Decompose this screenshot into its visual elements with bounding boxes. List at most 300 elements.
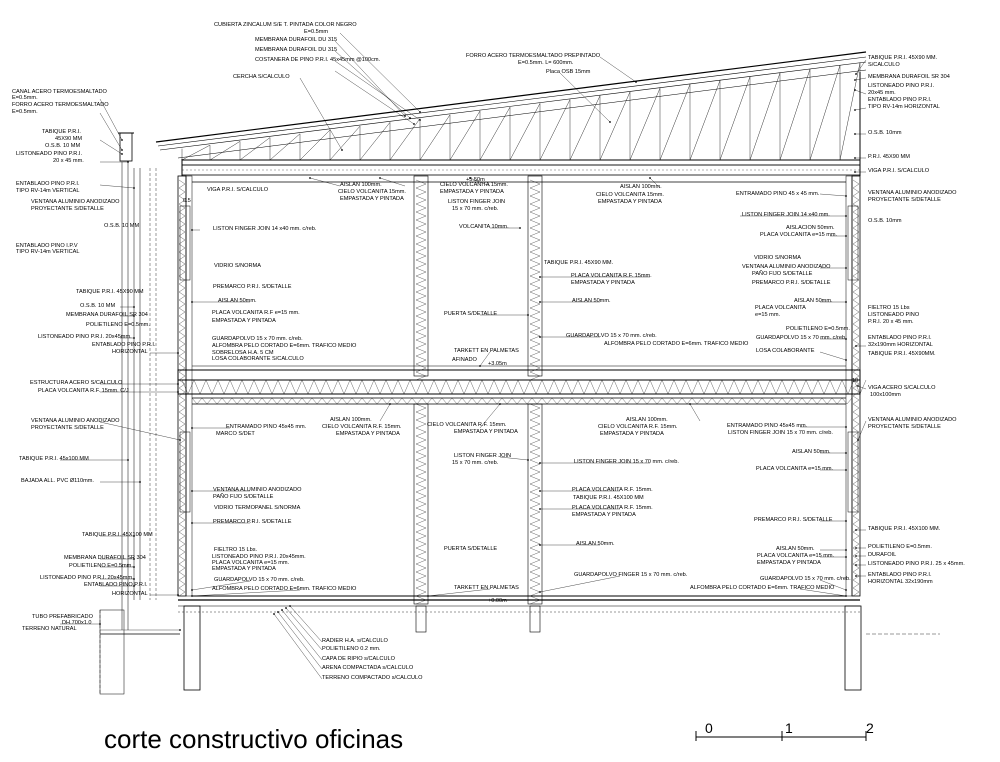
- drawing-line: [416, 244, 426, 248]
- annotation-label: E=0.5mm.: [12, 95, 38, 101]
- drawing-line: [788, 380, 794, 394]
- drawing-line: [542, 380, 548, 394]
- drawing-line: [530, 464, 540, 468]
- drawing-line: [337, 398, 342, 404]
- drawing-line: [557, 398, 562, 404]
- leader-dot: [857, 439, 859, 441]
- drawing-rect: [120, 133, 132, 161]
- drawing-line: [368, 380, 374, 394]
- annotation-label: 10: [852, 378, 859, 384]
- annotation-label: ENTABLADO PINO P.R.I.: [16, 181, 80, 187]
- drawing-line: [382, 398, 387, 404]
- annotation-label: Placa OSB 15mm: [546, 69, 591, 75]
- drawing-line: [698, 380, 704, 394]
- drawing-line: [417, 398, 422, 404]
- drawing-line: [530, 440, 540, 444]
- drawing-line: [416, 256, 426, 260]
- drawing-line: [416, 284, 426, 288]
- drawing-line: [447, 398, 452, 404]
- drawing-line: [410, 380, 416, 394]
- drawing-line: [637, 398, 642, 404]
- drawing-line: [740, 380, 746, 394]
- drawing-line: [292, 398, 297, 404]
- leader-dot: [177, 383, 179, 385]
- annotation-label: O.S.B. 10 MM: [104, 223, 140, 229]
- drawing-line: [416, 524, 426, 528]
- drawing-line: [372, 398, 377, 404]
- drawing-line: [416, 472, 426, 476]
- drawing-line: [352, 398, 357, 404]
- drawing-line: [548, 380, 554, 394]
- drawing-line: [179, 320, 185, 324]
- drawing-line: [530, 536, 540, 540]
- leader-dot: [855, 529, 857, 531]
- drawing-line: [416, 296, 426, 300]
- leader-dot: [649, 177, 651, 179]
- drawing-line: [596, 380, 602, 394]
- drawing-line: [332, 398, 337, 404]
- drawing-line: [530, 184, 540, 188]
- drawing-line: [272, 398, 277, 404]
- drawing-line: [530, 448, 540, 452]
- drawing-line: [179, 572, 185, 576]
- drawing-line: [530, 324, 540, 328]
- drawing-line: [772, 398, 777, 404]
- drawing-line: [482, 398, 487, 404]
- drawing-line: [179, 348, 185, 352]
- leader-dot: [855, 555, 857, 557]
- drawing-line: [632, 380, 638, 394]
- drawing-line: [420, 115, 450, 160]
- drawing-line: [530, 356, 540, 360]
- annotation-label: P.R.I. 20 x 45 mm.: [868, 319, 914, 325]
- leader-dot: [845, 195, 847, 197]
- annotation-label: LOSA COLABORANTE: [756, 348, 815, 354]
- drawing-line: [530, 332, 540, 336]
- drawing-line: [452, 398, 457, 404]
- drawing-line: [530, 236, 540, 240]
- drawing-line: [179, 376, 185, 380]
- drawing-line: [179, 328, 185, 332]
- drawing-line: [532, 398, 537, 404]
- drawing-line: [202, 398, 207, 404]
- drawing-line: [530, 496, 540, 500]
- leader-dot: [845, 215, 847, 217]
- drawing-line: [750, 73, 780, 160]
- leader-dot: [845, 549, 847, 551]
- annotation-label: AISLAN 50mm.: [792, 449, 831, 455]
- drawing-line: [512, 398, 517, 404]
- drawing-line: [530, 488, 540, 492]
- drawing-line: [217, 398, 222, 404]
- annotation-label: TIPO RV-14m VERTICAL: [16, 188, 80, 194]
- drawing-line: [179, 388, 185, 392]
- drawing-line: [530, 476, 540, 480]
- annotation-label: PLACA VOLCANITA e=15 mm.: [757, 553, 835, 559]
- leader-dot: [127, 161, 129, 163]
- leader-dot: [855, 547, 857, 549]
- annotation-label: CANAL ACERO TERMOESMALTADO: [12, 89, 107, 95]
- drawing-line: [416, 480, 426, 484]
- scale-bar: [696, 720, 874, 741]
- annotation-label: CIELO VOLCANITA 15mm.: [440, 182, 508, 188]
- drawing-line: [530, 344, 540, 348]
- drawing-line: [540, 100, 570, 160]
- drawing-line: [416, 568, 426, 572]
- annotation-label: S/CALCULO: [868, 62, 900, 68]
- drawing-line: [284, 380, 290, 394]
- scale-label-2: 2: [866, 720, 874, 736]
- drawing-line: [853, 192, 859, 196]
- drawing-line: [780, 69, 810, 160]
- drawing-line: [500, 380, 506, 394]
- drawing-line: [179, 412, 185, 416]
- drawing-line: [853, 188, 859, 192]
- drawing-line: [326, 380, 332, 394]
- drawing-line: [416, 292, 426, 296]
- drawing-line: [416, 408, 426, 412]
- annotation-label: PREMARCO P.R.I. S/DETALLE: [213, 284, 292, 290]
- drawing-line: [442, 398, 447, 404]
- annotation-label: ESTRUCTURA ACERO S/CALCULO: [30, 380, 123, 386]
- drawing-line: [342, 398, 347, 404]
- drawing-line: [662, 398, 667, 404]
- drawing-line: [477, 398, 482, 404]
- drawing-line: [179, 356, 185, 360]
- drawing-line: [522, 398, 527, 404]
- leader-dot: [845, 469, 847, 471]
- leader-dot: [409, 117, 411, 119]
- drawing-line: [530, 360, 540, 364]
- drawing-line: [530, 348, 540, 352]
- drawing-line: [404, 380, 410, 394]
- drawing-line: [480, 107, 510, 160]
- drawing-line: [597, 398, 602, 404]
- drawing-line: [179, 524, 185, 528]
- drawing-line: [853, 360, 859, 364]
- drawing-line: [752, 398, 757, 404]
- annotation-label: TUBO PREFABRICADO: [32, 614, 93, 620]
- drawing-line: [179, 292, 185, 296]
- drawing-line: [416, 520, 426, 524]
- drawing-line: [416, 540, 426, 544]
- drawing-line: [853, 352, 859, 356]
- drawing-line: [416, 276, 426, 280]
- drawing-line: [374, 380, 380, 394]
- annotation-label: GUARDAPOLVO 15 x 70 mm. c/reb.: [566, 333, 657, 339]
- drawing-line: [179, 352, 185, 356]
- drawing-line: [627, 398, 632, 404]
- drawing-line: [853, 364, 859, 368]
- leader-dot: [133, 566, 135, 568]
- drawing-line: [702, 398, 707, 404]
- drawing-line: [530, 428, 540, 432]
- drawing-line: [530, 560, 540, 564]
- annotation-label: PREMARCO P.R.I. S/DETALLE: [752, 280, 831, 286]
- drawing-line: [797, 398, 802, 404]
- drawing-line: [720, 77, 750, 160]
- annotation-label: e=15 mm.: [755, 312, 781, 318]
- drawing-line: [314, 380, 320, 394]
- drawing-line: [179, 396, 185, 400]
- drawing-line: [652, 398, 657, 404]
- leader-dot: [419, 111, 421, 113]
- annotation-label: TABIQUE P.R.I. 45X100 MM: [573, 495, 644, 501]
- annotation-label: CERCHA S/CALCULO: [233, 74, 290, 80]
- drawing-line: [207, 398, 212, 404]
- drawing-line: [446, 380, 452, 394]
- annotation-label: AISLAN 100mm.: [620, 184, 662, 190]
- annotation-label: TIPO RV-14m HORIZONTAL: [868, 104, 940, 110]
- drawing-line: [758, 380, 764, 394]
- annotation-label: CAPA DE RIPIO s/CALCULO: [322, 656, 395, 662]
- annotation-label: LISTONEADO PINO P.R.I.: [868, 83, 935, 89]
- drawing-line: [530, 196, 540, 200]
- leader-dot: [191, 229, 193, 231]
- drawing-line: [416, 228, 426, 232]
- drawing-line: [853, 592, 859, 596]
- drawing-title: corte constructivo oficinas: [104, 724, 404, 754]
- annotation-label: PLACA VOLCANITA R.F. 15mm.: [571, 273, 652, 279]
- drawing-line: [710, 380, 716, 394]
- drawing-line: [416, 340, 426, 344]
- drawing-line: [416, 556, 426, 560]
- drawing-line: [530, 228, 540, 232]
- annotation-label: EMPASTADA Y PINTADA: [212, 566, 276, 572]
- drawing-line: [179, 284, 185, 288]
- drawing-line: [179, 308, 185, 312]
- leader-dot: [404, 115, 406, 117]
- leader-dot: [277, 611, 279, 613]
- drawing-line: [416, 380, 422, 394]
- drawing-line: [737, 398, 742, 404]
- drawing-line: [416, 592, 426, 596]
- annotation-label: VENTANA ALUMINIO ANODIZADO: [213, 487, 302, 493]
- drawing-line: [530, 208, 540, 212]
- drawing-line: [412, 398, 417, 404]
- drawing-line: [722, 398, 727, 404]
- drawing-line: [416, 576, 426, 580]
- drawing-line: [416, 188, 426, 192]
- drawing-line: [467, 398, 472, 404]
- drawing-line: [667, 398, 672, 404]
- annotation-label: 32x190mm HORIZONTAL: [868, 342, 933, 348]
- drawing-line: [607, 398, 612, 404]
- drawing-line: [602, 380, 608, 394]
- drawing-line: [179, 184, 185, 188]
- leader-dot: [539, 462, 541, 464]
- drawing-line: [712, 398, 717, 404]
- leader-dot: [609, 121, 611, 123]
- drawing-rect: [178, 370, 860, 380]
- drawing-line: [179, 332, 185, 336]
- drawing-line: [367, 398, 372, 404]
- leader-dot: [845, 452, 847, 454]
- annotation-label: PROYECTANTE S/DETALLE: [31, 206, 104, 212]
- drawing-line: [340, 33, 420, 112]
- drawing-line: [428, 380, 434, 394]
- drawing-line: [853, 288, 859, 292]
- drawing-line: [530, 328, 540, 332]
- drawing-line: [792, 398, 797, 404]
- drawing-line: [853, 520, 859, 524]
- drawing-line: [853, 328, 859, 332]
- annotation-label: LOSA COLABORANTE S/CALCULO: [212, 356, 304, 362]
- drawing-rect: [848, 206, 858, 280]
- drawing-line: [530, 284, 540, 288]
- drawing-line: [853, 296, 859, 300]
- annotation-label: LISTONEADO PINO: [868, 312, 920, 318]
- drawing-line: [530, 316, 540, 320]
- drawing-line: [357, 398, 362, 404]
- drawing-line: [416, 208, 426, 212]
- annotation-label: PLACA VOLCANITA e=15 mm.: [760, 232, 838, 238]
- annotation-label: DURAFOIL: [868, 552, 897, 558]
- drawing-line: [530, 188, 540, 192]
- annotation-label: ALFOMBRA PELO CORTADO E=6mm. TRAFICO MEDIO: [212, 343, 357, 349]
- leader-dot: [379, 177, 381, 179]
- drawing-line: [687, 398, 692, 404]
- drawing-line: [853, 416, 859, 420]
- drawing-line: [853, 424, 859, 428]
- drawing-line: [782, 380, 788, 394]
- leader-dot: [845, 359, 847, 361]
- drawing-line: [416, 268, 426, 272]
- section-geometry: [100, 52, 940, 694]
- annotation-label: ENTABLADO PINO P.R.I.: [868, 335, 932, 341]
- annotation-label: BAJADA ALL. PVC Ø110mm.: [21, 478, 94, 484]
- drawing-line: [530, 192, 540, 196]
- drawing-line: [697, 398, 702, 404]
- drawing-line: [197, 398, 202, 404]
- drawing-line: [530, 452, 540, 456]
- drawing-line: [853, 324, 859, 328]
- annotation-label: ENTRAMADO PINO 45x45 mm.: [727, 423, 808, 429]
- leader-dot: [191, 301, 193, 303]
- drawing-line: [390, 119, 420, 160]
- leader-dot: [191, 427, 193, 429]
- drawing-line: [416, 348, 426, 352]
- drawing-line: [853, 284, 859, 288]
- drawing-line: [530, 256, 540, 260]
- leader-dot: [133, 187, 135, 189]
- drawing-line: [386, 380, 392, 394]
- drawing-line: [179, 520, 185, 524]
- drawing-line: [472, 398, 477, 404]
- annotation-label: PREMARCO P.R.I. S/DETALLE: [754, 517, 833, 523]
- drawing-line: [566, 380, 572, 394]
- drawing-line: [567, 398, 572, 404]
- drawing-line: [416, 360, 426, 364]
- drawing-line: [416, 508, 426, 512]
- leader-dot: [855, 73, 857, 75]
- drawing-line: [530, 312, 540, 316]
- annotation-label: E=0.5mm.: [12, 109, 38, 115]
- drawing-line: [416, 548, 426, 552]
- annotation-label: PLACA VOLCANITA e=15 mm.: [212, 560, 290, 566]
- drawing-line: [278, 612, 322, 669]
- drawing-line: [530, 432, 540, 436]
- leader-dot: [635, 81, 637, 83]
- drawing-line: [179, 180, 185, 184]
- drawing-rect: [416, 606, 426, 632]
- annotation-label: AISLAN 50mm.: [218, 298, 257, 304]
- drawing-line: [853, 180, 859, 184]
- drawing-line: [657, 398, 662, 404]
- drawing-line: [530, 480, 540, 484]
- drawing-line: [530, 504, 540, 508]
- drawing-line: [630, 88, 660, 160]
- drawing-line: [458, 380, 464, 394]
- drawing-line: [530, 572, 540, 576]
- drawing-line: [416, 324, 426, 328]
- drawing-line: [853, 536, 859, 540]
- drawing-line: [286, 608, 322, 650]
- drawing-line: [853, 184, 859, 188]
- annotation-label: TABIQUE P.R.I.: [42, 129, 81, 135]
- drawing-line: [227, 398, 232, 404]
- drawing-line: [530, 532, 540, 536]
- drawing-line: [536, 380, 542, 394]
- drawing-line: [853, 400, 859, 404]
- drawing-line: [812, 398, 817, 404]
- drawing-line: [300, 130, 330, 160]
- drawing-line: [530, 416, 540, 420]
- drawing-line: [416, 312, 426, 316]
- annotation-label: CIELO VOLCANITA R.F. 15mm.: [427, 422, 507, 428]
- annotation-label: AISLAN 50mm.: [576, 541, 615, 547]
- leader-dot: [177, 391, 179, 393]
- drawing-line: [416, 248, 426, 252]
- drawing-line: [179, 532, 185, 536]
- drawing-line: [858, 421, 866, 440]
- drawing-line: [802, 398, 807, 404]
- drawing-line: [416, 356, 426, 360]
- level-roof: +5.50m: [466, 177, 485, 183]
- annotation-label: TABIQUE P.R.I. 45X90 MM: [76, 289, 144, 295]
- drawing-line: [482, 380, 488, 394]
- drawing-line: [692, 380, 698, 394]
- drawing-line: [377, 398, 382, 404]
- annotation-label: VIDRIO TERMOPANEL S/NORMA: [214, 505, 301, 511]
- leader-dot: [121, 153, 123, 155]
- drawing-line: [156, 52, 866, 142]
- drawing-line: [277, 398, 282, 404]
- annotation-label: EMPASTADA Y PINTADA: [212, 318, 276, 324]
- leader-dot: [689, 403, 691, 405]
- drawing-line: [524, 380, 530, 394]
- drawing-line: [853, 332, 859, 336]
- drawing-line: [560, 73, 610, 122]
- drawing-line: [402, 398, 407, 404]
- annotation-label: VIGA ACERO S/CALCULO: [868, 385, 936, 391]
- annotation-label: GUARDAPOLVO 15 x 70 mm. c/reb.: [756, 335, 847, 341]
- drawing-line: [764, 380, 770, 394]
- drawing-line: [530, 292, 540, 296]
- drawing-line: [807, 398, 812, 404]
- leader-dot: [427, 595, 429, 597]
- annotation-label: DH.700x1.0: [62, 620, 92, 626]
- leader-dot: [854, 157, 856, 159]
- annotation-label: RADIER H.A. s/CALCULO: [322, 638, 388, 644]
- drawing-line: [830, 380, 836, 394]
- drawing-line: [335, 71, 414, 124]
- annotation-label: PAÑO FIJO S/DETALLE: [213, 494, 274, 500]
- drawing-line: [690, 81, 720, 160]
- drawing-line: [416, 404, 426, 408]
- drawing-line: [416, 316, 426, 320]
- drawing-line: [767, 398, 772, 404]
